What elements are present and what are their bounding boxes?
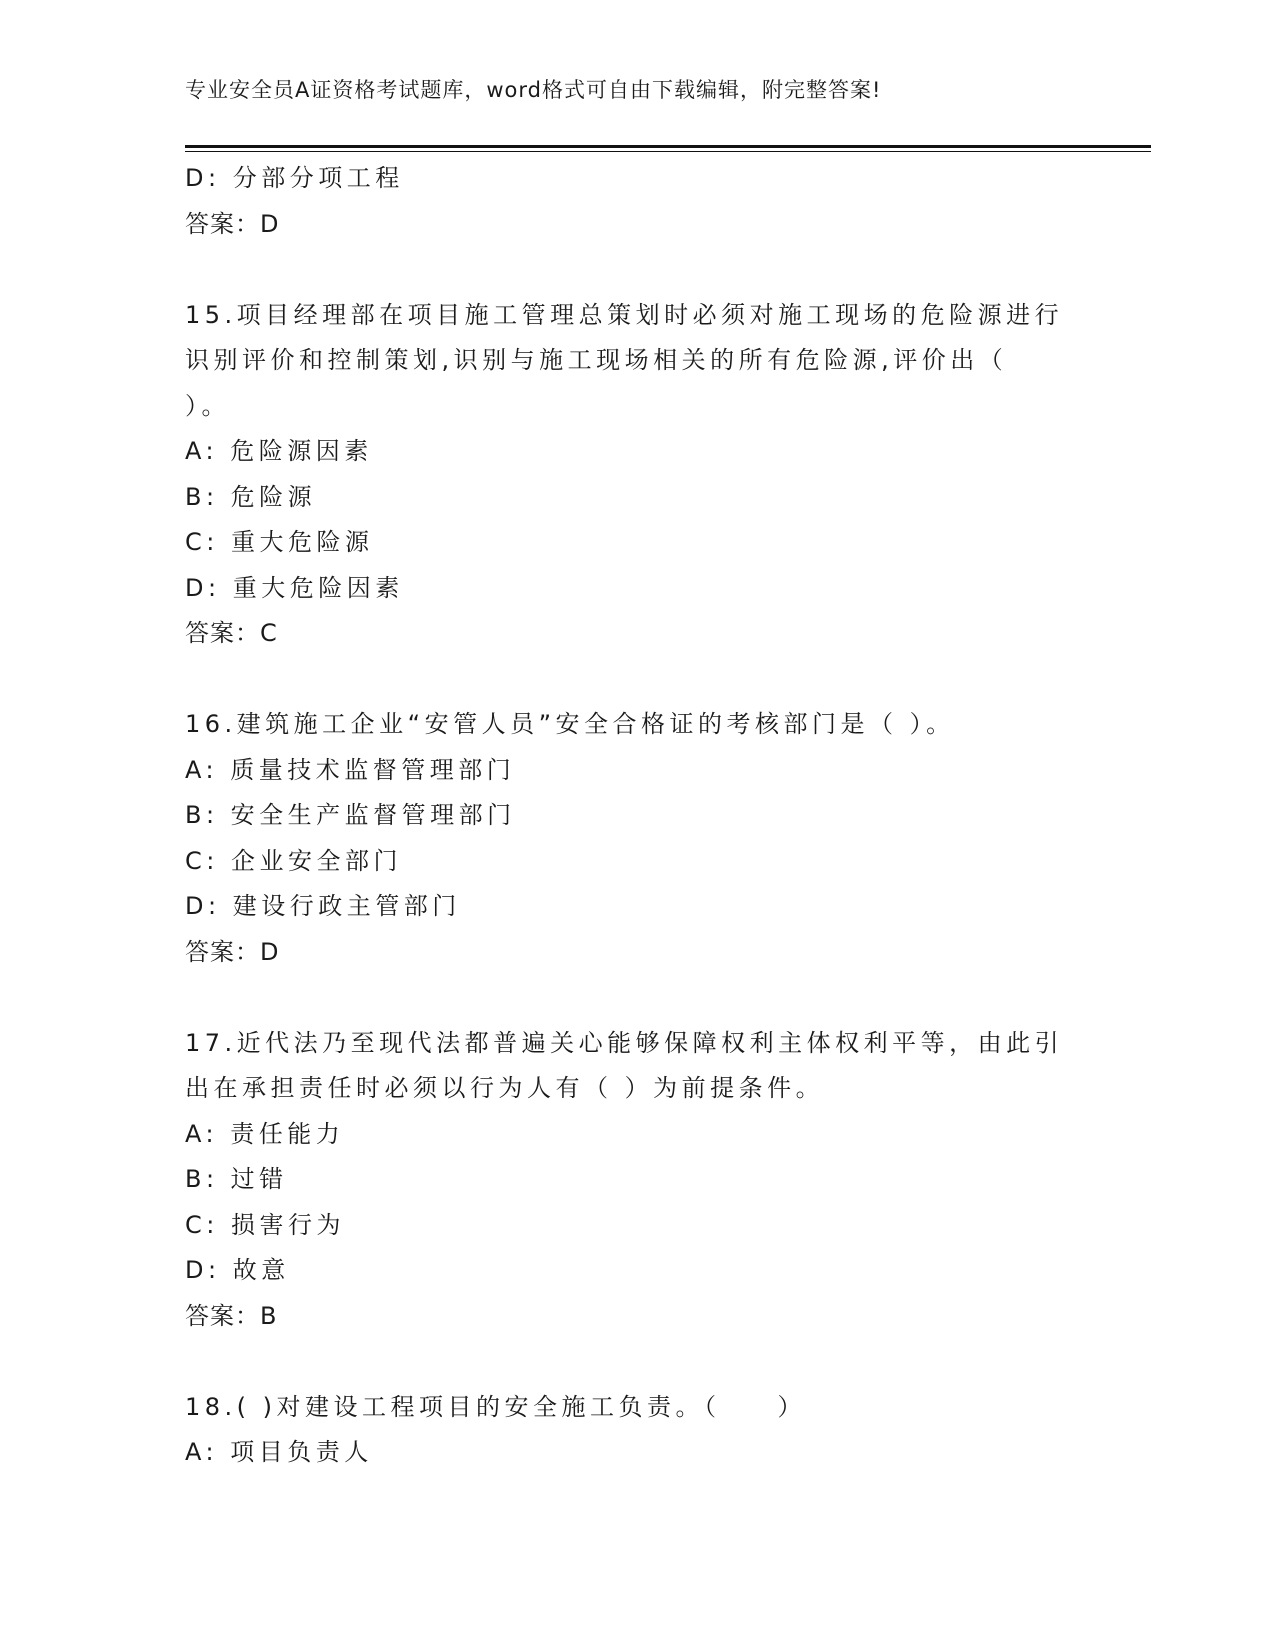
- question-17: [185, 1021, 1085, 1340]
- spacer: [185, 247, 1085, 293]
- option-b: B: 安全生产监督管理部门: [185, 801, 516, 829]
- answer: 答案：D: [185, 937, 280, 966]
- option-c: C: 重大危险源: [185, 528, 374, 556]
- question-text: 识别评价和控制策划,识别与施工现场相关的所有危险源,评价出（: [185, 346, 1008, 374]
- option-c: C: 损害行为: [185, 1210, 345, 1239]
- option-a: A: 项目负责人: [185, 1438, 373, 1466]
- option-d: D: 重大危险因素: [185, 573, 404, 602]
- spacer: [185, 1339, 1085, 1385]
- option-d: D: 分部分项工程: [185, 164, 404, 192]
- option-a: A: 质量技术监督管理部门: [185, 755, 516, 784]
- question-18: [185, 1385, 1085, 1476]
- question-text: 15.项目经理部在项目施工管理总策划时必须对施工现场的危险源进行: [185, 300, 1064, 329]
- answer: 答案：B: [185, 1301, 278, 1330]
- question-16: [185, 702, 1085, 975]
- header-rule-thin: [185, 151, 1151, 152]
- header-rule-thick: [185, 145, 1151, 148]
- page-header-text: 专业安全员A证资格考试题库，word格式可自由下载编辑，附完整答案!: [185, 78, 882, 102]
- question-text: 17.近代法乃至现代法都普遍关心能够保障权利主体权利平等，由此引: [185, 1028, 1064, 1057]
- option-c: C: 企业安全部门: [185, 846, 402, 875]
- option-d: D: 建设行政主管部门: [185, 892, 461, 920]
- question-text: 16.建筑施工企业“安管人员”安全合格证的考核部门是（ ）。: [185, 710, 955, 738]
- answer: 答案：D: [185, 209, 280, 238]
- document-body: [185, 156, 1085, 1476]
- question-15: [185, 293, 1085, 657]
- question-text: 出在承担责任时必须以行为人有（ ）为前提条件。: [185, 1074, 825, 1102]
- spacer: [185, 657, 1085, 703]
- option-a: A: 责任能力: [185, 1119, 345, 1148]
- option-a: A: 危险源因素: [185, 437, 373, 465]
- option-b: B: 危险源: [185, 482, 317, 511]
- spacer: [185, 975, 1085, 1021]
- question-text: ）。: [185, 391, 230, 420]
- option-b: B: 过错: [185, 1165, 288, 1193]
- answer: 答案：C: [185, 619, 278, 647]
- question-text: 18.( )对建设工程项目的安全施工负责。（ ）: [185, 1392, 807, 1421]
- option-d: D: 故意: [185, 1256, 290, 1284]
